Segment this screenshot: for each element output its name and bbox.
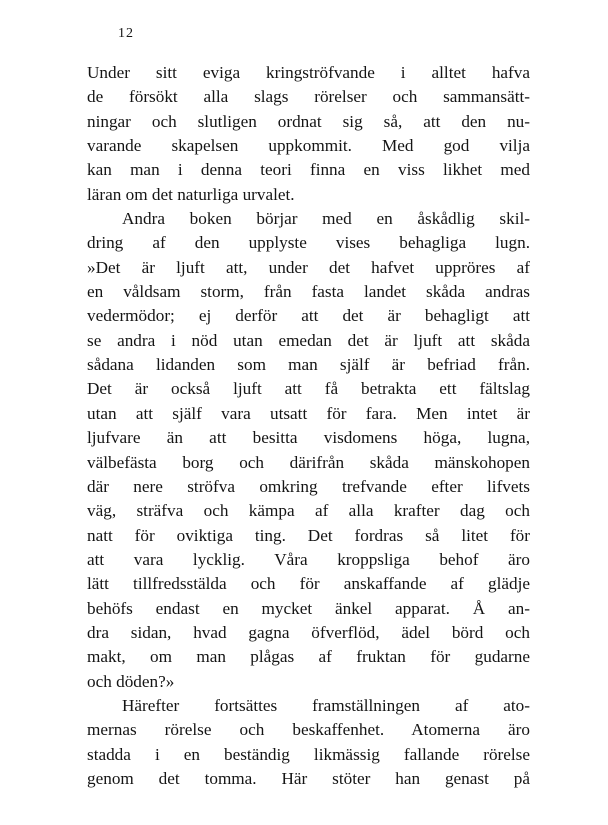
text-line: lätt tillfredsstälda och för anskaffande af glädje	[87, 574, 530, 594]
text-line: se andra i nöd utan emedan det är ljuft att skåda	[87, 330, 530, 350]
text-line: en våldsam storm, från fasta landet skåda andras	[87, 282, 530, 302]
text-line: Det är också ljuft att få betrakta ett fältslag	[87, 379, 530, 399]
text-line: Andra boken börjar med en åskådlig skil-	[122, 209, 530, 229]
text-line: sådana lidanden som man själf är befriad från.	[87, 355, 530, 375]
page-number: 12	[118, 26, 134, 41]
text-line: varande skapelsen uppkommit. Med god vilja	[87, 136, 530, 156]
text-line: vedermödor; ej derför att det är behagligt att	[87, 306, 530, 326]
text-line: Härefter fortsättes framställningen af ato-	[122, 695, 530, 715]
text-line: väg, sträfva och kämpa af alla krafter dag och	[87, 501, 530, 521]
text-line: Under sitt eviga kringströfvande i alltet hafva	[87, 63, 530, 82]
text-line: dra sidan, hvad gagna öfverflöd, ädel börd och	[87, 622, 530, 642]
text-line: kan man i denna teori finna en viss likhet med	[87, 160, 530, 180]
text-line: genom det tomma. Här stöter han genast på	[87, 768, 530, 788]
text-line: ningar och slutligen ordnat sig så, att den nu-	[87, 111, 530, 131]
text-line: natt för oviktiga ting. Det fordras så litet för	[87, 525, 530, 545]
text-line: behöfs endast en mycket änkel apparat. Å an-	[87, 598, 530, 618]
text-line: att vara lycklig. Våra kroppsliga behof äro	[87, 549, 530, 569]
body-text	[87, 61, 530, 791]
text-line: dring af den upplyste vises behagliga lugn.	[87, 233, 530, 253]
text-line: ljufvare än att besitta visdomens höga, lugna,	[87, 428, 530, 448]
text-line: och döden?»	[87, 671, 175, 691]
text-line: utan att själf vara utsatt för fara. Men intet är	[87, 403, 530, 423]
text-line: »Det är ljuft att, under det hafvet uppröres af	[87, 257, 530, 277]
text-line: läran om det naturliga urvalet.	[87, 184, 295, 204]
text-line: välbefästa borg och därifrån skåda mänskohopen	[87, 452, 530, 472]
text-line: där nere ströfva omkring trefvande efter lifvets	[87, 476, 530, 496]
text-line: makt, om man plågas af fruktan för gudarne	[87, 647, 530, 667]
text-line: mernas rörelse och beskaffenhet. Atomerna äro	[87, 720, 530, 740]
text-line: de försökt alla slags rörelser och sammansätt-	[87, 87, 530, 107]
text-line: stadda i en beständig likmässig fallande rörelse	[87, 744, 530, 764]
